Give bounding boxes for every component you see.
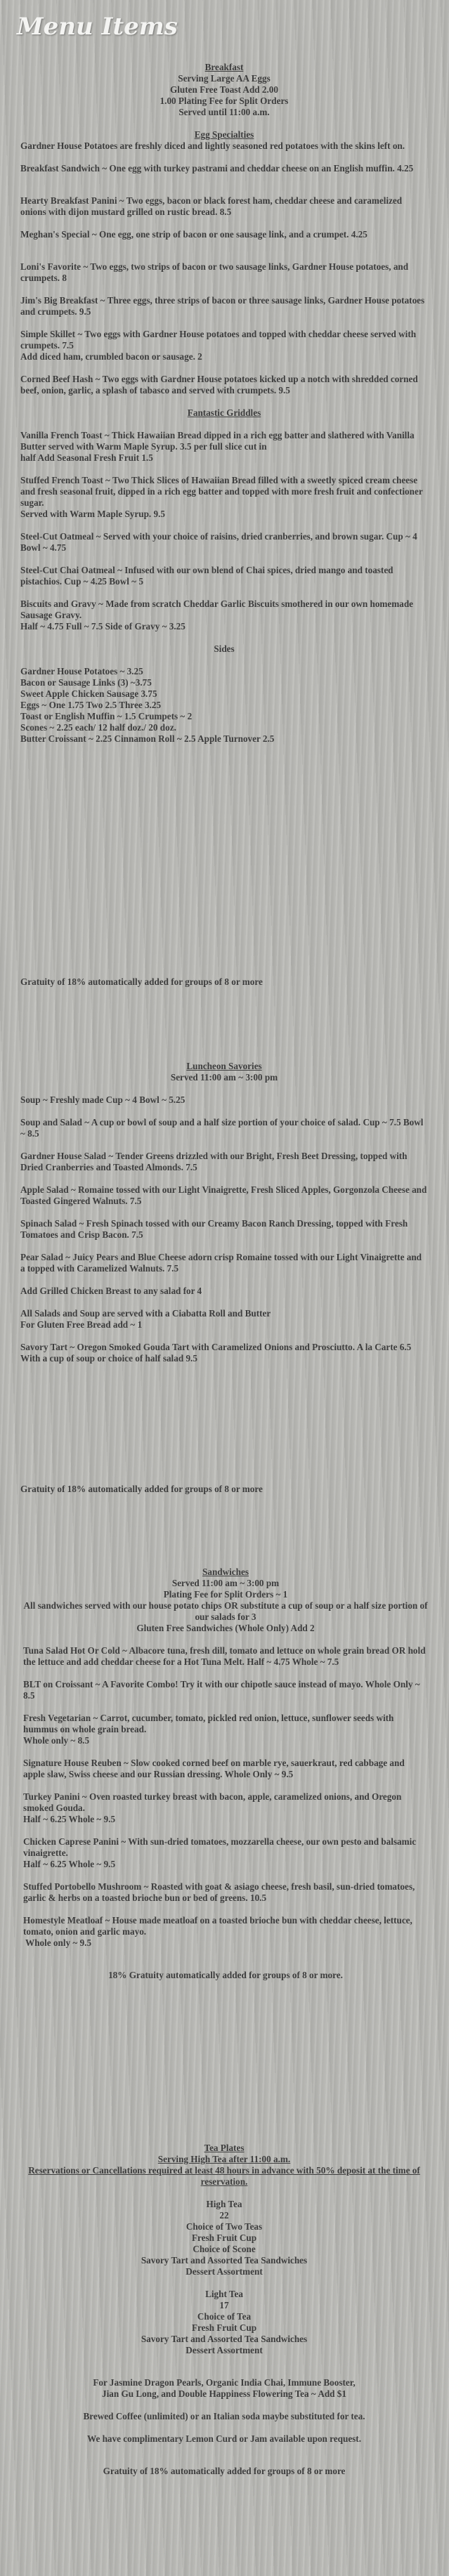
side-item: Sweet Apple Chicken Sausage 3.75	[20, 688, 157, 699]
menu-item: Vanilla French Toast ~ Thick Hawaiian Bread dipped in a rich egg batter and slathered with Vanilla Butter served with Warm Maple Syrup. 3.5 per full slice cut in	[20, 430, 415, 452]
egg-specialties-heading: Egg Specialties	[194, 129, 254, 140]
breakfast-sub: 1.00 Plating Fee for Split Orders	[160, 96, 289, 106]
menu-item: Tuna Salad Hot Or Cold ~ Albacore tuna, fresh dill, tomato and lettuce on whole grain bread OR hold the lettuce and add cheddar cheese for a Hot Tuna Melt. Half ~ 4.75 Whole ~ 7.5	[23, 1645, 426, 1667]
high-tea-item: Savory Tart and Assorted Tea Sandwiches	[141, 2255, 308, 2266]
menu-item: Steel-Cut Oatmeal ~ Served with your choice of raisins, dried cranberries, and brown sugar. Cup ~ 4 Bowl ~ 4.75	[20, 531, 417, 553]
tea-section	[20, 2143, 428, 2477]
menu-item: Apple Salad ~ Romaine tossed with our Light Vinaigrette, Fresh Sliced Apples, Gorgonzola Cheese and Toasted Gingered Walnuts. 7.5	[20, 1184, 427, 1206]
high-tea-price: 22	[219, 2210, 229, 2221]
gratuity-note: Gratuity of 18% automatically added for groups of 8 or more	[103, 2466, 346, 2476]
high-tea-item: Choice of Two Teas	[186, 2221, 263, 2232]
egg-specialties-intro: Gardner House Potatoes are freshly diced and lightly seasoned red potatoes with the skins left on.	[20, 140, 405, 151]
tea-reservations: Reservations or Cancellations required at least 48 hours in advance with 50% deposit at the time of reservation.	[28, 2165, 420, 2187]
side-item: Eggs ~ One 1.75 Two 2.5 Three 3.25	[20, 700, 162, 710]
luncheon-note: For Gluten Free Bread add ~ 1	[20, 1319, 143, 1330]
breakfast-sub: Serving Large AA Eggs	[178, 73, 271, 84]
menu-item: Hearty Breakfast Panini ~ Two eggs, bacon or black forest ham, cheddar cheese and caramelized onions with dijon mustard grilled on rustic bread. 8.5	[20, 195, 403, 217]
sandwiches-section	[23, 1567, 428, 1981]
tea-heading: Tea Plates	[204, 2143, 245, 2153]
luncheon-note: All Salads and Soup are served with a Ciabatta Roll and Butter	[20, 1308, 271, 1319]
menu-item: Signature House Reuben ~ Slow cooked corned beef on marble rye, sauerkraut, red cabbage and apple slaw, Swiss cheese and our Russian dressing. Whole Only ~ 9.5	[23, 1758, 405, 1779]
luncheon-sub: Served 11:00 am ~ 3:00 pm	[170, 1072, 278, 1083]
menu-item-addon: Add diced ham, crumbled bacon or sausage. 2	[20, 351, 202, 362]
menu-item: Loni's Favorite ~ Two eggs, two strips of bacon or two sausage links, Gardner House potatoes, and crumpets. 8	[20, 261, 409, 283]
menu-item-price: Half ~ 6.25 Whole ~ 9.5	[23, 1859, 116, 1869]
menu-item: Half ~ 4.75 Full ~ 7.5 Side of Gravy ~ 3.25	[20, 621, 186, 632]
menu-item: Corned Beef Hash ~ Two eggs with Gardner House potatoes kicked up a notch with shredded corned beef, onion, garlic, a splash of tabasco and served with crumpets. 9.5	[20, 374, 418, 395]
high-tea-item: Fresh Fruit Cup	[191, 2232, 257, 2243]
menu-item: Simple Skillet ~ Two eggs with Gardner House potatoes and topped with cheddar cheese served with crumpets. 7.5	[20, 329, 417, 351]
menu-item: Turkey Panini ~ Oven roasted turkey breast with bacon, apple, caramelized onions, and Oregon smoked Gouda.	[23, 1791, 402, 1813]
high-tea-item: Choice of Scone	[193, 2244, 256, 2254]
tea-coffee-note: Brewed Coffee (unlimited) or an Italian soda maybe substituted for tea.	[83, 2411, 365, 2421]
light-tea-item: Savory Tart and Assorted Tea Sandwiches	[141, 2334, 308, 2344]
menu-item: Breakfast Sandwich ~ One egg with turkey pastrami and cheddar cheese on an English muffin. 4.25	[20, 163, 414, 174]
light-tea-item: Dessert Assortment	[186, 2345, 263, 2355]
light-tea-item: Choice of Tea	[197, 2311, 252, 2322]
sandwiches-heading: Sandwiches	[202, 1567, 249, 1577]
breakfast-section	[20, 62, 428, 745]
sides-heading: Sides	[214, 643, 235, 654]
gratuity-note: Gratuity of 18% automatically added for groups of 8 or more	[20, 1484, 263, 1494]
menu-item: Pear Salad ~ Juicy Pears and Blue Cheese adorn crisp Romaine tossed with our Light Vinaigrette and a topped with Caramelized Walnuts. 7.5	[20, 1252, 422, 1274]
menu-item: BLT on Croissant ~ A Favorite Combo! Try it with our chipotle sauce instead of mayo. Whole Only ~ 8.5	[23, 1679, 420, 1701]
menu-item: Soup ~ Freshly made Cup ~ 4 Bowl ~ 5.25	[20, 1094, 186, 1105]
menu-item: Fresh Vegetarian ~ Carrot, cucumber, tomato, pickled red onion, lettuce, sunflower seeds with hummus on whole grain bread.	[23, 1713, 394, 1734]
light-tea-item: Fresh Fruit Cup	[191, 2322, 257, 2333]
light-tea-title: Light Tea	[205, 2289, 243, 2299]
tea-sub: Serving High Tea after 11:00 a.m.	[157, 2154, 291, 2164]
fantastic-griddles-heading: Fantastic Griddles	[187, 407, 261, 418]
sandwiches-sub: Served 11:00 am ~ 3:00 pm	[171, 1578, 280, 1588]
menu-item: Add Grilled Chicken Breast to any salad for 4	[20, 1286, 202, 1296]
luncheon-heading: Luncheon Savories	[186, 1061, 262, 1071]
page-title: Menu Items	[17, 13, 178, 41]
menu-item: Gardner House Salad ~ Tender Greens drizzled with our Bright, Fresh Beet Dressing, topped with Dried Cranberries and Toasted Almonds. 7.5	[20, 1151, 408, 1172]
breakfast-sub: Served until 11:00 a.m.	[178, 107, 270, 117]
high-tea-item: Dessert Assortment	[186, 2266, 263, 2277]
menu-item: Stuffed Portobello Mushroom ~ Roasted with goat & asiago cheese, fresh basil, sun-dried tomatoes, garlic & herbs on a toasted brioche bun or bed of greens. 10.5	[23, 1881, 415, 1903]
tea-lemon-note: We have complimentary Lemon Curd or Jam available upon request.	[86, 2433, 361, 2444]
side-item: Bacon or Sausage Links (3) ~3.75	[20, 677, 152, 688]
menu-item: Chicken Caprese Panini ~ With sun-dried tomatoes, mozzarella cheese, our own pesto and balsamic vinaigrette.	[23, 1836, 417, 1858]
tea-upgrade: Jian Gu Long, and Double Happiness Flowering Tea ~ Add $1	[102, 2388, 346, 2399]
side-item: Toast or English Muffin ~ 1.5 Crumpets ~ 2	[20, 711, 193, 721]
breakfast-sub: Gluten Free Toast Add 2.00	[170, 84, 278, 95]
side-item: Gardner House Potatoes ~ 3.25	[20, 666, 143, 676]
menu-item: Biscuits and Gravy ~ Made from scratch Cheddar Garlic Biscuits smothered in our own homemade Sausage Gravy.	[20, 599, 414, 620]
menu-item-price: Whole only ~ 8.5	[23, 1735, 90, 1746]
sandwiches-sub: All sandwiches served with our house potato chips OR substitute a cup of soup or a half size portion of our salads for 3	[23, 1600, 428, 1622]
menu-item: Steel-Cut Chai Oatmeal ~ Infused with our own blend of Chai spices, dried mango and toasted pistachios. Cup ~ 4.25 Bowl ~ 5	[20, 565, 393, 587]
gratuity-note: Gratuity of 18% automatically added for groups of 8 or more	[20, 976, 263, 987]
menu-item: Meghan's Special ~ One egg, one strip of bacon or one sausage link, and a crumpet. 4.25	[20, 229, 367, 240]
side-item: Scones ~ 2.25 each/ 12 half doz./ 20 doz.	[20, 722, 176, 733]
high-tea-title: High Tea	[206, 2199, 242, 2209]
luncheon-section	[20, 1061, 428, 1364]
gratuity-note: 18% Gratuity automatically added for groups of 8 or more.	[108, 1970, 343, 1980]
sandwiches-sub: Plating Fee for Split Orders ~ 1	[163, 1589, 288, 1600]
menu-item: half Add Seasonal Fresh Fruit 1.5	[20, 452, 153, 463]
tea-upgrade: For Jasmine Dragon Pearls, Organic India Chai, Immune Booster,	[93, 2377, 356, 2388]
menu-item: Served with Warm Maple Syrup. 9.5	[20, 509, 165, 519]
menu-item: Savory Tart ~ Oregon Smoked Gouda Tart with Caramelized Onions and Prosciutto. A la Carte 6.5 With a cup of soup or choice of half salad 9.5	[20, 1342, 412, 1364]
menu-item: Stuffed French Toast ~ Two Thick Slices of Hawaiian Bread filled with a sweetly spiced cream cheese and fresh seasonal fruit, dipped in a rich egg batter and topped with more fresh fruit and confectioner sugar.	[20, 475, 423, 508]
breakfast-heading: Breakfast	[204, 62, 244, 72]
light-tea-price: 17	[219, 2300, 229, 2310]
menu-item: Spinach Salad ~ Fresh Spinach tossed with our Creamy Bacon Ranch Dressing, topped with Fresh Tomatoes and Crisp Bacon. 7.5	[20, 1218, 408, 1240]
menu-item-price: Half ~ 6.25 Whole ~ 9.5	[23, 1814, 116, 1824]
menu-item: Homestyle Meatloaf ~ House made meatloaf on a toasted brioche bun with cheddar cheese, lettuce, tomato, onion and garlic mayo.	[23, 1915, 412, 1937]
menu-item: Jim's Big Breakfast ~ Three eggs, three strips of bacon or three sausage links, Gardner House potatoes and crumpets. 9.5	[20, 295, 425, 317]
sandwiches-sub: Gluten Free Sandwiches (Whole Only) Add 2	[136, 1623, 315, 1633]
menu-item: Soup and Salad ~ A cup or bowl of soup and a half size portion of your choice of salad. Cup ~ 7.5 Bowl ~ 8.5	[20, 1117, 424, 1139]
side-item: Butter Croissant ~ 2.25 Cinnamon Roll ~ 2.5 Apple Turnover 2.5	[20, 733, 275, 744]
menu-item-price: Whole only ~ 9.5	[25, 1937, 92, 1948]
